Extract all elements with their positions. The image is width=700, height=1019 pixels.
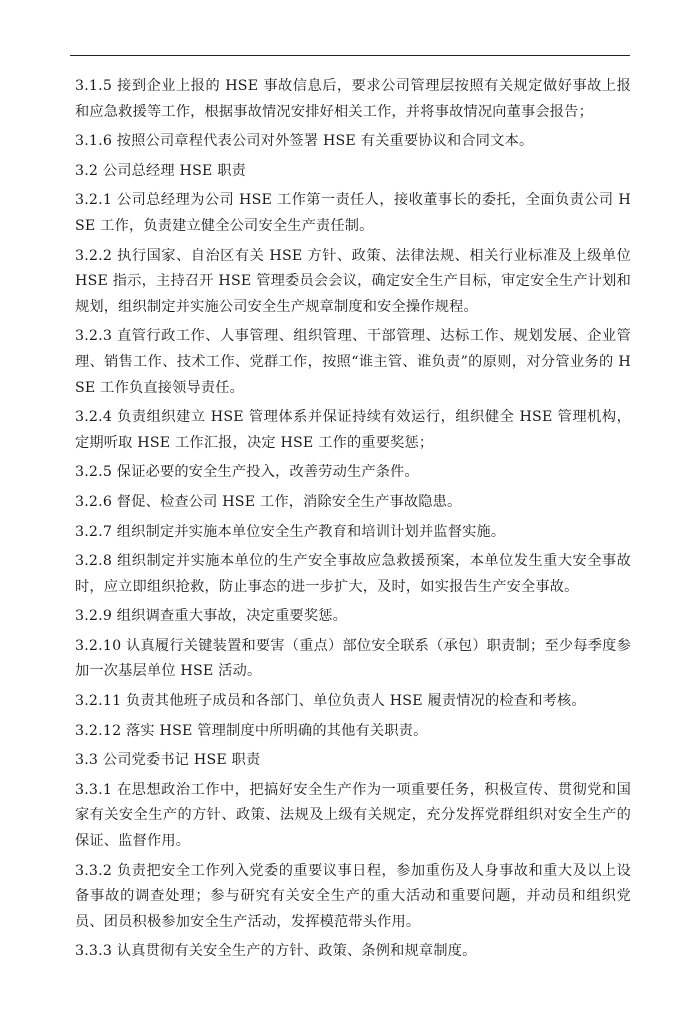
paragraph-3-2-4: 3.2.4 负责组织建立 HSE 管理体系并保证持续有效运行，组织健全 HSE 管理机构，定期听取 HSE 工作汇报，决定 HSE 工作的重要奖惩； xyxy=(75,409,632,451)
paragraph-3-2-7: 3.2.7 组织制定并实施本单位安全生产教育和培训计划并监督实施。 xyxy=(75,523,506,540)
paragraph-3-2-12: 3.2.12 落实 HSE 管理制度中所明确的其他有关职责。 xyxy=(75,722,428,739)
paragraph-3-2-3: 3.2.3 直管行政工作、人事管理、组织管理、干部管理、达标工作、规划发展、企业管理、销售工作、技术工作、党群工作，按照“谁主管、谁负责”的原则，对分管业务的 HSE 工作负直接领导责任。 xyxy=(75,328,631,396)
paragraph-3-3-1: 3.3.1 在思想政治工作中，把搞好安全生产作为一项重要任务，积极宣传、贯彻党和国家有关安全生产的方针、政策、法规及上级有关规定，充分发挥党群组织对安全生产的保证、监督作用。 xyxy=(75,781,631,850)
section-heading-3-3: 3.3 公司党委书记 HSE 职责 xyxy=(75,752,261,769)
document-body xyxy=(75,74,631,965)
paragraph-3-2-5: 3.2.5 保证必要的安全生产投入，改善劳动生产条件。 xyxy=(75,464,419,481)
header-rule xyxy=(70,55,630,56)
paragraph-3-1-5: 3.1.5 接到企业上报的 HSE 事故信息后，要求公司管理层按照有关规定做好事故上报和应急救援等工作，根据事故情况安排好相关工作，并将事故情况向董事会报告； xyxy=(75,78,631,120)
paragraph-3-2-8: 3.2.8 组织制定并实施本单位的生产安全事故应急救援预案，本单位发生重大安全事故时，应立即组织抢救，防止事态的进一步扩大，及时，如实报告生产安全事故。 xyxy=(75,553,631,595)
paragraph-3-2-11: 3.2.11 负责其他班子成员和各部门、单位负责人 HSE 履责情况的检查和考核。 xyxy=(75,693,586,710)
paragraph-3-3-2: 3.3.2 负责把安全工作列入党委的重要议事日程，参加重伤及人身事故和重大及以上设备事故的调查处理；参与研究有关安全生产的重大活动和重要问题，并动员和组织党员、团员积极参加安全生产活动，发挥模范带头作用。 xyxy=(75,862,631,930)
section-heading-3-2: 3.2 公司总经理 HSE 职责 xyxy=(75,162,247,179)
paragraph-3-2-2: 3.2.2 执行国家、自治区有关 HSE 方针、政策、法律法规、相关行业标准及上级单位 HSE 指示，主持召开 HSE 管理委员会会议，确定安全生产目标，审定安全生产计划和规划，组织制定并实施公司安全生产规章制度和安全操作规程。 xyxy=(75,247,631,315)
paragraph-3-2-9: 3.2.9 组织调查重大事故，决定重要奖惩。 xyxy=(75,608,348,625)
paragraph-3-3-3: 3.3.3 认真贯彻有关安全生产的方针、政策、条例和规章制度。 xyxy=(75,943,477,960)
paragraph-3-2-1: 3.2.1 公司总经理为公司 HSE 工作第一责任人，接收董事长的委托，全面负责公司 HSE 工作，负责建立健全公司安全生产责任制。 xyxy=(75,192,631,234)
paragraph-3-2-6: 3.2.6 督促、检查公司 HSE 工作，消除安全生产事故隐患。 xyxy=(75,493,462,510)
paragraph-3-1-6: 3.1.6 按照公司章程代表公司对外签署 HSE 有关重要协议和合同文本。 xyxy=(75,133,534,150)
paragraph-3-2-10: 3.2.10 认真履行关键装置和要害（重点）部位安全联系（承包）职责制；至少每季度参加一次基层单位 HSE 活动。 xyxy=(75,637,631,680)
